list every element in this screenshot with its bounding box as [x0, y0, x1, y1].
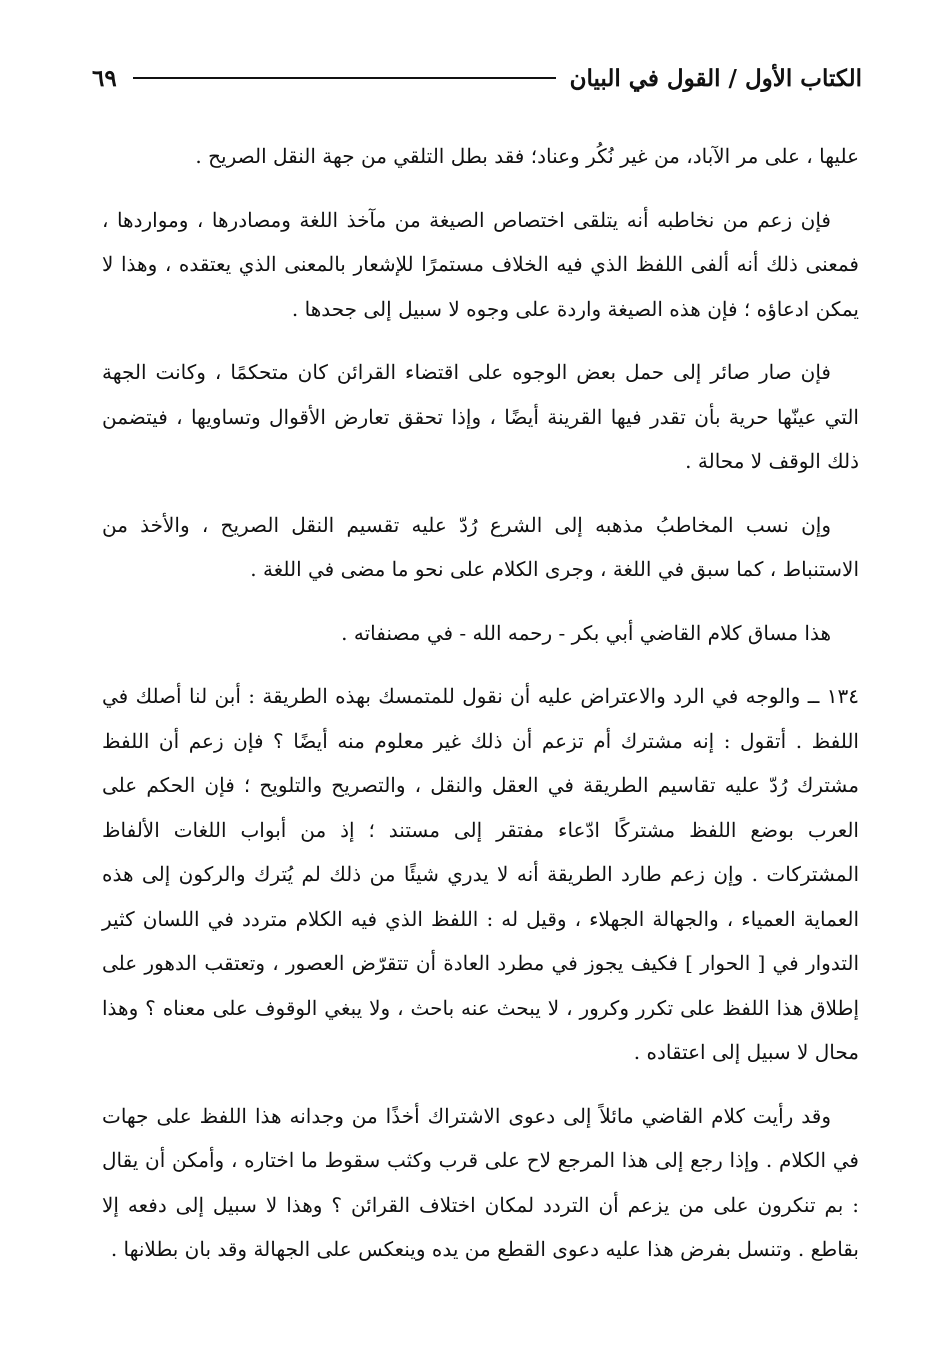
- running-title: الكتاب الأول / القول في البيان: [569, 64, 862, 92]
- paragraph: هذا مساق كلام القاضي أبي بكر - رحمه الله - في مصنفاته .: [341, 620, 831, 645]
- body-text: [102, 134, 859, 1291]
- paragraph: وقد رأيت كلام القاضي مائلاً إلى دعوى الاشتراك أخذًا من وجدانه هذا اللفظ على جهات في الكلام . وإذا رجع إلى هذا المرجع لاح على قرب وكثب سقوط ما اختاره ، وأمكن أن يقال : بم تنكرون على من يزعم أن التردد لمكان اختلاف القرائن ؟ وهذا لا سبيل إلى دفعه إلا بقاطع . وتنسل بفرض هذا عليه دعوى القطع من يده وينعكس على الجهالة وقد بان بطلانها .: [102, 1103, 859, 1261]
- paragraph: عليها ، على مر الآباد، من غير نُكُر وعناد؛ فقد بطل التلقي من جهة النقل الصريح .: [195, 144, 859, 168]
- paragraph: وإن نسب المخاطبُ مذهبه إلى الشرع رُدّ عليه تقسيم النقل الصريح ، والأخذ من الاستنباط ، كما سبق في اللغة ، وجرى الكلام على نحو ما مضى في اللغة .: [102, 512, 859, 581]
- page-number: ٦٩: [92, 64, 117, 92]
- paragraph: فإن صار صائر إلى حمل بعض الوجوه على اقتضاء القرائن كان متحكمًا ، وكانت الجهة التي عينّها حرية بأن تقدر فيها القرينة أيضًا ، وإذا تحقق تعارض الأقوال وتساويها ، فيتضمن ذلك الوقف لا محالة .: [102, 360, 859, 473]
- paragraph: فإن زعم من نخاطبه أنه يتلقى اختصاص الصيغة من مآخذ اللغة ومصادرها ، ومواردها ، فمعنى ذلك أنه ألفى اللفظ الذي فيه الخلاف مستمرًا للإشعار بالمعنى الذي يعتقده ، وهذا لا يمكن ادعاؤه ؛ فإن هذه الصيغة واردة على وجوه لا سبيل إلى جحدها .: [102, 207, 859, 321]
- numbered-paragraph: ١٣٤ ــ والوجه في الرد والاعتراض عليه أن نقول للمتمسك بهذه الطريقة : أبن لنا أصلك في اللفظ . أتقول : إنه مشترك أم تزعم أن ذلك غير معلوم منه أيضًا ؟ فإن زعم أن اللفظ مشترك رُدّ عليه تقاسيم الطريقة في العقل والنقل ، والتصريح والتلويح ؛ فإن الحكم على العرب بوضع اللفظ مشتركًا ادّعاء مفتقر إلى مستند ؛ إذ من أبواب اللغات الألفاظ المشتركات . وإن زعم طارد الطريقة أنه لا يدري شيئًا من ذلك لم يُترك والركون إلى هذه العماية العمياء ، والجهالة الجهلاء ، وقيل له : اللفظ الذي فيه الكلام متردد في اللسان كثير التدوار في [ الحوار ] فكيف يجوز في مطرد العادة أن تتقرّض العصور ، وتعتقب الدهور على إطلاق هذا اللفظ على تكرر وكرور ، لا يبحث عنه باحث ، ولا يبغي الوقوف على معناه ؟ وهذا محال لا سبيل إلى اعتقاده .: [102, 684, 859, 1064]
- page-header: [92, 58, 862, 98]
- header-rule: [133, 77, 556, 79]
